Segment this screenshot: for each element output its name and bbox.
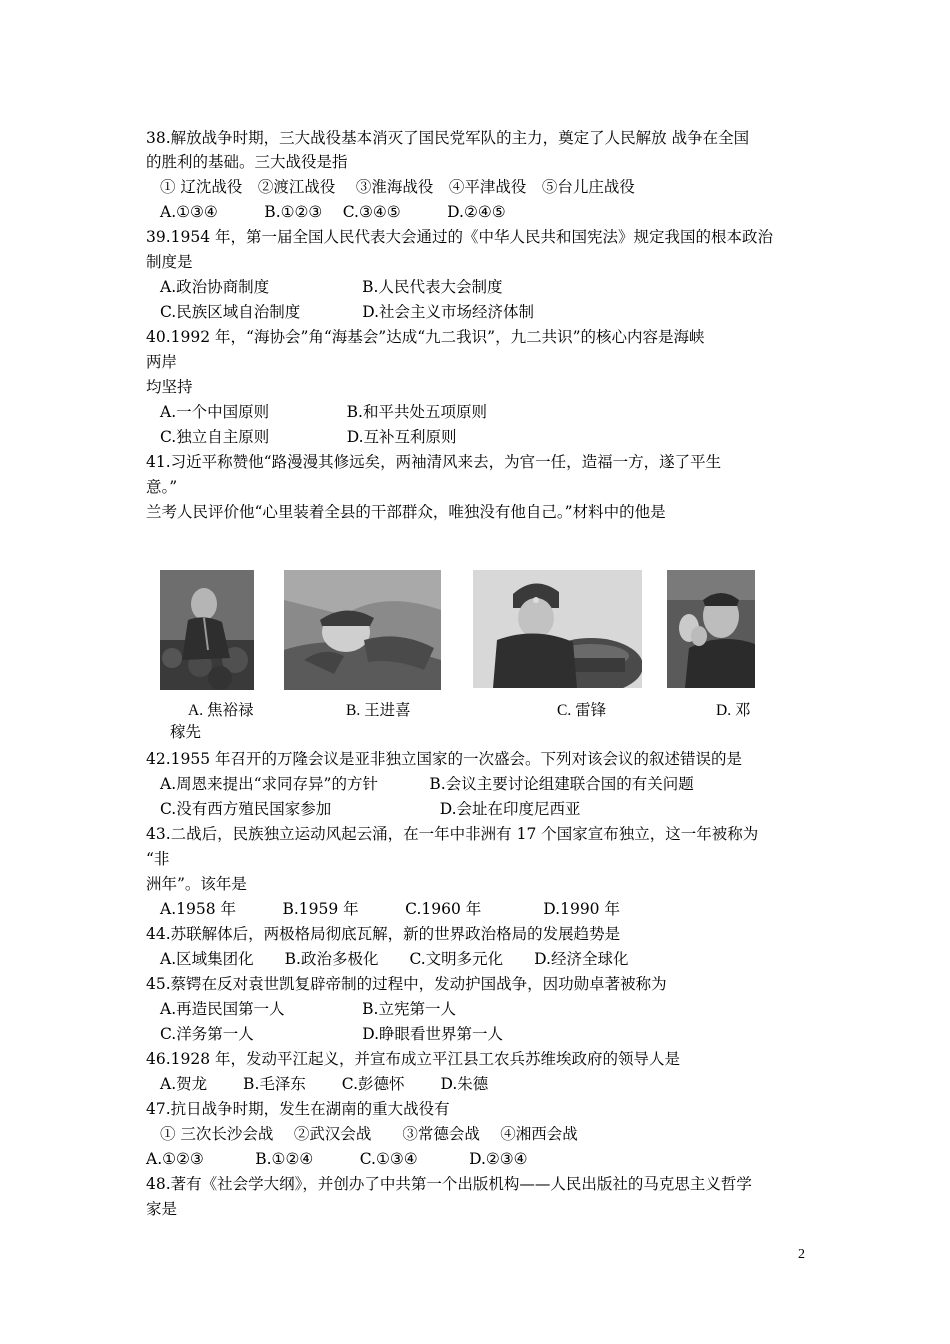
q39-options-cd: C.民族区域自治制度 D.社会主义市场经济体制 [160,303,535,321]
q39-stem-line-2: 制度是 [146,253,193,271]
q39-options-ab: A.政治协商制度 B.人民代表大会制度 [160,278,503,296]
q46-stem: 46.1928 年，发动平江起义，并宣布成立平江县工农兵苏维埃政府的领导人是 [146,1050,681,1068]
photo-b-portrait [284,570,441,690]
q45-options-ab: A.再造民国第一人 B.立宪第一人 [160,1000,456,1018]
q48-stem-line-2: 家是 [146,1200,178,1218]
q40-options-ab: A.一个中国原则 B.和平共处五项原则 [160,403,487,421]
q39-stem-line-1: 39.1954 年，第一届全国人民代表大会通过的《中华人民共和国宪法》规定我国的根本政治 [146,228,774,246]
caption-option-d: D. 邓 [716,702,751,719]
q44-stem: 44.苏联解体后，两极格局彻底瓦解，新的世界政治格局的发展趋势是 [146,925,621,943]
photo-d-portrait [667,570,755,688]
q42-options-ab: A.周恩来提出“求同存异”的方针 B.会议主要讨论组建联合国的有关问题 [160,775,694,793]
q38-options: A.①③④ B.①②③ C.③④⑤ D.②④⑤ [160,203,506,221]
q40-stem-line-1: 40.1992 年，“海协会”角“海基会”达成“九二我识”，九二共识”的核心内容是海峡 [146,328,705,346]
q38-stem-line-2: 的胜利的基础。三大战役是指 [146,153,348,171]
q46-options: A.贺龙 B.毛泽东 C.彭德怀 D.朱德 [160,1075,489,1093]
page-number: 2 [798,1247,805,1262]
caption-option-c: C. 雷锋 [557,702,607,719]
q40-stem-line-2: 两岸 [146,353,178,371]
caption-option-d-continued: 稼先 [170,724,202,741]
q47-stem: 47.抗日战争时期，发生在湖南的重大战役有 [146,1100,450,1118]
q48-stem-line-1: 48.著有《社会学大纲》，并创办了中共第一个出版机构——人民出版社的马克思主义哲学 [146,1175,752,1193]
q38-items: ① 辽沈战役 ②渡江战役 ③淮海战役 ④平津战役 ⑤台儿庄战役 [160,178,635,196]
q45-stem: 45.蔡锷在反对袁世凯复辟帝制的过程中，发动护国战争，因功勋卓著被称为 [146,975,667,993]
photo-a-portrait [160,570,254,690]
q41-stem-line-3: 兰考人民评价他“心里装着全县的干部群众，唯独没有他自己。”材料中的他是 [146,503,666,521]
q47-items: ① 三次长沙会战 ②武汉会战 ③常德会战 ④湘西会战 [160,1125,578,1143]
q42-options-cd: C.没有西方殖民国家参加 D.会址在印度尼西亚 [160,800,581,818]
q43-stem-line-2: “非 [146,850,170,868]
caption-option-b: B. 王进喜 [346,702,411,719]
q43-options: A.1958 年 B.1959 年 C.1960 年 D.1990 年 [160,900,620,918]
photo-c-portrait [473,570,642,688]
q40-options-cd: C.独立自主原则 D.互补互利原则 [160,428,457,446]
q43-stem-line-3: 洲年”。该年是 [146,875,247,893]
q44-options: A.区域集团化 B.政治多极化 C.文明多元化 D.经济全球化 [160,950,629,968]
q40-stem-line-3: 均坚持 [146,378,193,396]
q43-stem-line-1: 43.二战后，民族独立运动风起云涌，在一年中非洲有 17 个国家宣布独立，这一年被称为 [146,825,759,843]
caption-option-a: A. 焦裕禄 [188,702,254,719]
q41-stem-line-2: 意。” [146,478,178,496]
q45-options-cd: C.洋务第一人 D.睁眼看世界第一人 [160,1025,504,1043]
q38-stem-line-1: 38.解放战争时期，三大战役基本消灭了国民党军队的主力，奠定了人民解放 战争在全国 [146,129,750,147]
q42-stem: 42.1955 年召开的万隆会议是亚非独立国家的一次盛会。下列对该会议的叙述错误的是 [146,750,743,768]
q47-options: A.①②③ B.①②④ C.①③④ D.②③④ [146,1150,528,1168]
q41-stem-line-1: 41.习近平称赞他“路漫漫其修远矣，两袖清风来去，为官一任，造福一方，遂了平生 [146,453,722,471]
